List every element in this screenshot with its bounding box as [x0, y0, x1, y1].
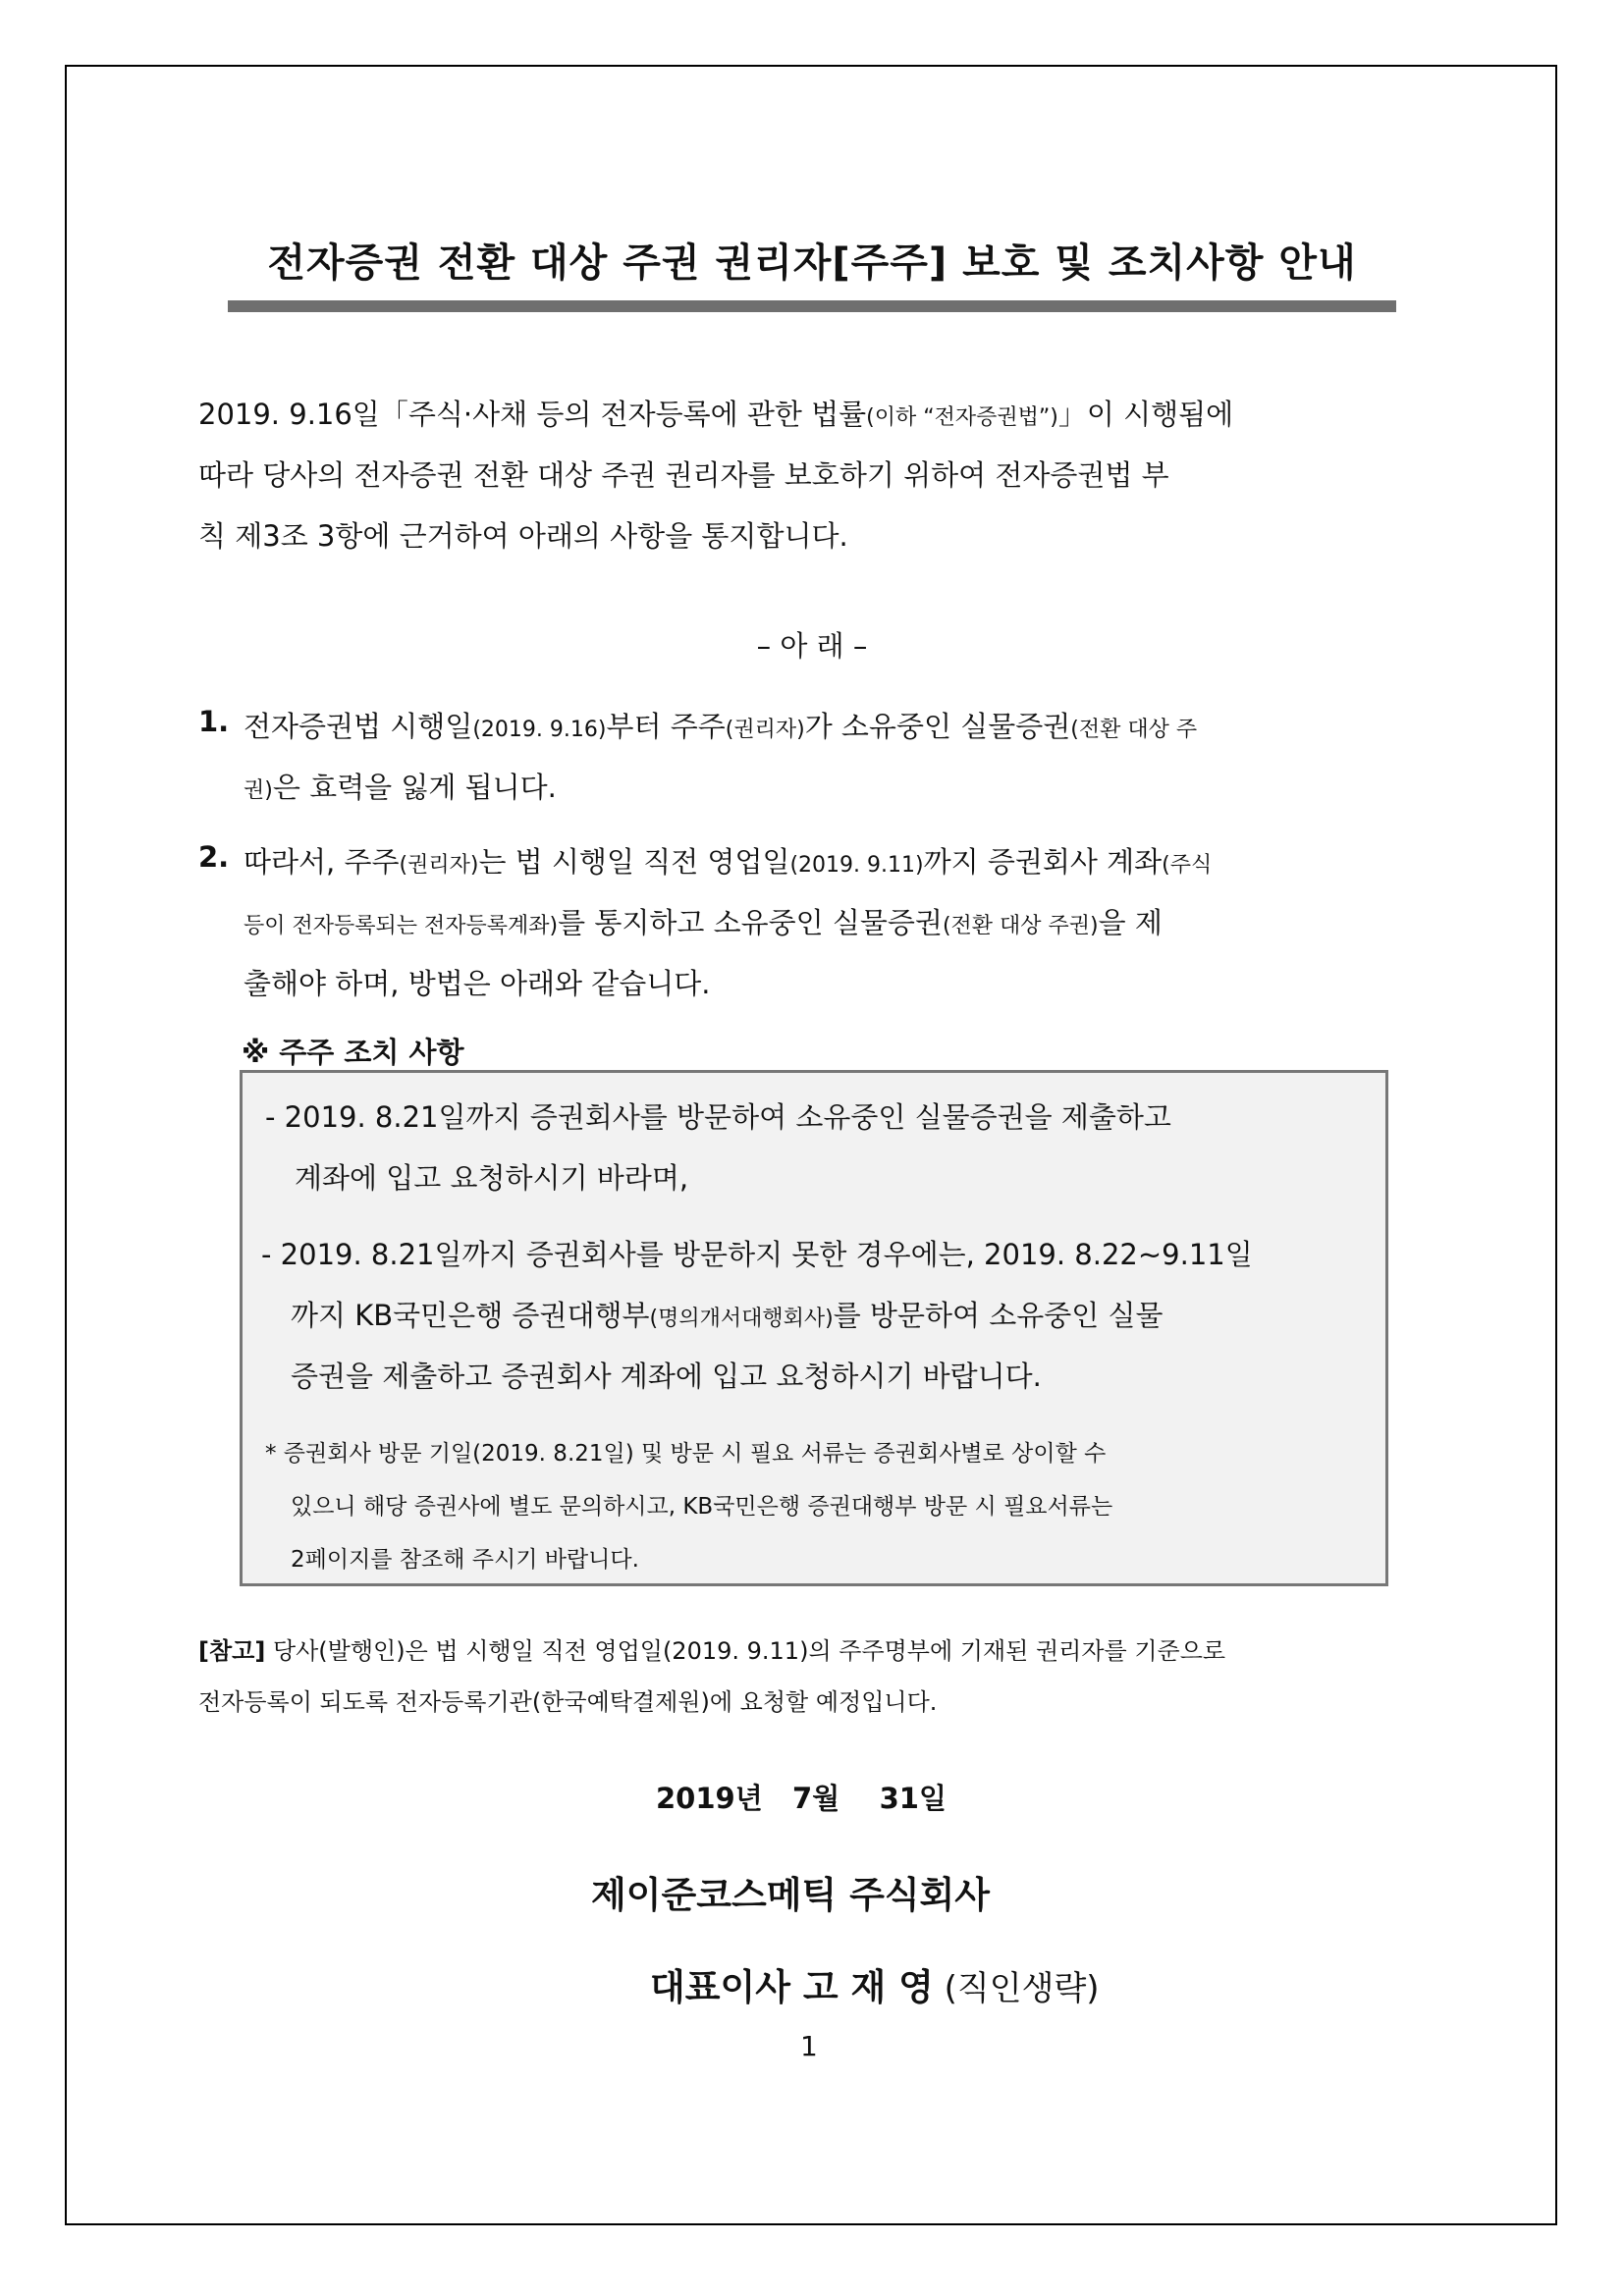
intro-line-2: 따라 당사의 전자증권 전환 대상 주권 권리자를 보호하기 위하여 전자증권법 부	[198, 458, 1169, 492]
page-number: 1	[800, 2030, 818, 2062]
document-date: 2019년 7월 31일	[656, 1782, 947, 1815]
action-2-note: (명의개서대행회사)	[649, 1307, 834, 1331]
reference-label: [참고]	[198, 1637, 266, 1665]
action-1-line-2: 계좌에 입고 요청하시기 바라며,	[295, 1161, 689, 1195]
action-2-text: 를 방문하여 소유중인 실물	[833, 1299, 1164, 1332]
item-1-text: 가 소유중인 실물증권	[804, 710, 1071, 743]
item-2-note: (권리자)	[399, 853, 479, 878]
intro-law-abbrev: (이하 “전자증권법”)	[866, 405, 1058, 430]
ceo-signature	[650, 1957, 1100, 2010]
item-2-text: 를 통지하고 소유중인 실물증권	[558, 906, 943, 939]
item-1-note: (전환 대상 주	[1070, 718, 1198, 742]
item-2-number: 2.	[198, 840, 230, 874]
action-2-line-1: - 2019. 8.21일까지 증권회사를 방문하지 못한 경우에는, 2019. 8.22~9.11일	[261, 1238, 1253, 1271]
reference-text: 당사(발행인)은 법 시행일 직전 영업일(2019. 9.11)의 주주명부에 기재된 권리자를 기준으로	[265, 1637, 1226, 1665]
item-1-line-2	[244, 766, 557, 806]
actions-note-line-1: * 증권회사 방문 기일(2019. 8.21일) 및 방문 시 필요 서류는 증권회사별로 상이할 수	[265, 1441, 1107, 1467]
section-heading: – 아 래 –	[756, 629, 868, 663]
actions-heading: ※ 주주 조치 사항	[242, 1036, 464, 1069]
document-title: 전자증권 전환 대상 주권 권리자[주주] 보호 및 조치사항 안내	[267, 240, 1357, 286]
reference-line-2: 전자등록이 되도록 전자등록기관(한국예탁결제원)에 요청할 예정입니다.	[198, 1688, 938, 1716]
item-1-text: 전자증권법 시행일	[244, 710, 473, 743]
intro-line-3: 칙 제3조 3항에 근거하여 아래의 사항을 통지합니다.	[198, 519, 848, 553]
intro-line-1	[198, 393, 1233, 433]
item-2-note: (전환 대상 주권)	[942, 914, 1099, 938]
action-1-line-1: - 2019. 8.21일까지 증권회사를 방문하여 소유중인 실물증권을 제출하고	[265, 1100, 1171, 1134]
item-1-note: 권)	[244, 778, 273, 803]
item-1-text: 부터 주주	[606, 710, 726, 743]
reference-line-1	[198, 1631, 1225, 1666]
item-1-text: 은 효력을 잃게 됩니다.	[272, 771, 557, 804]
item-2-line-3: 출해야 하며, 방법은 아래와 같습니다.	[244, 967, 711, 1000]
item-2-text: 까지 증권회사 계좌	[923, 845, 1163, 879]
item-1-date: (2019. 9.16)	[472, 718, 607, 742]
item-2-line-1	[244, 840, 1212, 881]
company-name: 제이준코스메틱 주식회사	[591, 1874, 991, 1916]
item-2-text: 을 제	[1098, 906, 1163, 939]
item-2-note: (주식	[1162, 853, 1213, 878]
action-2-text: 까지 KB국민은행 증권대행부	[291, 1299, 650, 1332]
item-1-note: (권리자)	[725, 718, 805, 742]
item-1-line-1	[244, 705, 1197, 745]
item-2-text: 는 법 시행일 직전 영업일	[478, 845, 790, 879]
actions-note-line-2: 있으니 해당 증권사에 별도 문의하시고, KB국민은행 증권대행부 방문 시 필요서류는	[291, 1494, 1113, 1520]
action-2-line-2	[291, 1294, 1164, 1334]
intro-text: 2019. 9.16일「주식·사채 등의 전자등록에 관한 법률	[198, 398, 867, 431]
title-underline	[228, 300, 1396, 312]
intro-text: 」이 시행됨에	[1057, 398, 1234, 431]
ceo-name: 대표이사 고 재 영	[650, 1966, 934, 2008]
item-2-date: (2019. 9.11)	[789, 853, 924, 878]
item-2-line-2	[244, 901, 1163, 941]
action-2-line-3: 증권을 제출하고 증권회사 계좌에 입고 요청하시기 바랍니다.	[291, 1360, 1042, 1393]
item-1-number: 1.	[198, 705, 230, 738]
item-2-text: 따라서, 주주	[244, 845, 400, 879]
actions-note-line-3: 2페이지를 참조해 주시기 바랍니다.	[291, 1547, 639, 1573]
item-2-note: 등이 전자등록되는 전자등록계좌)	[244, 914, 559, 938]
seal-note: (직인생략)	[933, 1969, 1100, 2008]
